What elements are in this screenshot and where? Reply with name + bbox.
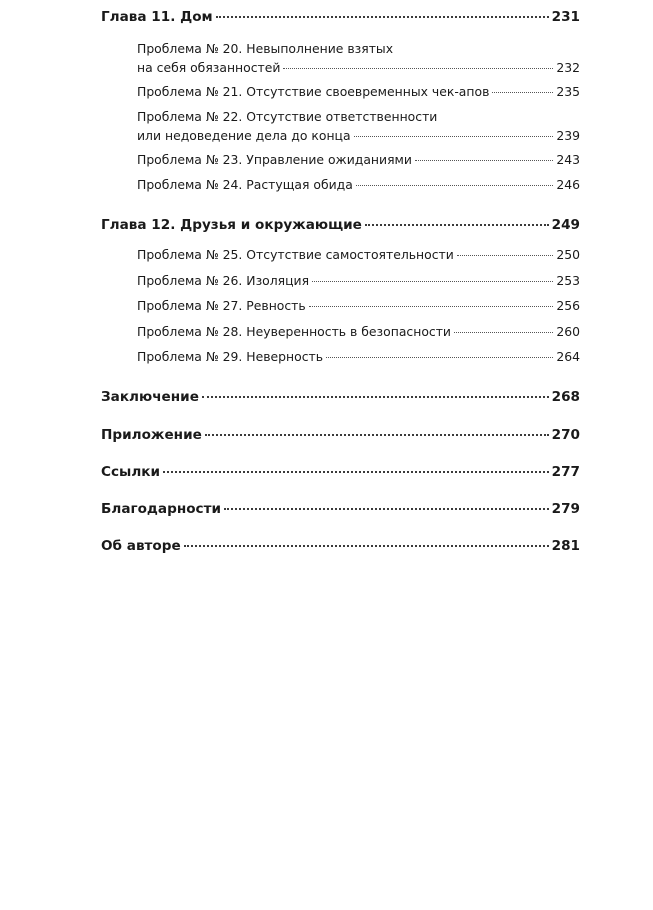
- toc-page-number: 250: [556, 247, 580, 262]
- toc-page-number: 253: [556, 273, 580, 288]
- toc-problem-29[interactable]: [137, 349, 580, 364]
- dot-leader: [163, 471, 549, 473]
- toc-problem-24[interactable]: [137, 177, 580, 192]
- dot-leader: [312, 281, 553, 282]
- dot-leader: [216, 16, 549, 18]
- dot-leader: [309, 306, 554, 307]
- toc-page-number: 270: [551, 427, 580, 443]
- toc-chapter-11[interactable]: [101, 9, 580, 25]
- dot-leader: [492, 92, 553, 93]
- toc-page-number: 235: [556, 84, 580, 99]
- toc-entry-title: Проблема № 29. Неверность: [137, 349, 324, 364]
- toc-problem-22[interactable]: [137, 128, 580, 143]
- toc-page-number: 249: [551, 217, 580, 233]
- toc-entry-title: Приложение: [101, 427, 202, 443]
- toc-entry-title: на себя обязанностей: [137, 60, 281, 75]
- toc-entry-title: Проблема № 21. Отсутствие своевременных чек-апов: [137, 84, 490, 99]
- toc-problem-21[interactable]: [137, 84, 580, 99]
- toc-references[interactable]: [101, 464, 580, 480]
- toc-problem-20-line1[interactable]: Проблема № 20. Невыполнение взятых: [137, 41, 394, 56]
- toc-page-number: 268: [551, 389, 580, 405]
- dot-leader: [457, 255, 554, 256]
- toc-entry-title: Ссылки: [101, 464, 161, 480]
- toc-problem-23[interactable]: [137, 152, 580, 167]
- dot-leader: [356, 185, 554, 186]
- dot-leader: [454, 332, 553, 333]
- dot-leader: [365, 224, 549, 226]
- dot-leader: [283, 68, 553, 69]
- toc-entry-title: Проблема № 24. Растущая обида: [137, 177, 353, 192]
- toc-page-number: 239: [556, 128, 580, 143]
- toc-page-number: 256: [556, 298, 580, 313]
- toc-problem-27[interactable]: [137, 298, 580, 313]
- toc-entry-title: Проблема № 26. Изоляция: [137, 273, 310, 288]
- toc-entry-title: Глава 11. Дом: [101, 9, 213, 25]
- toc-conclusion[interactable]: [101, 389, 580, 405]
- toc-problem-22-line1[interactable]: Проблема № 22. Отсутствие ответственности: [137, 109, 438, 124]
- toc-problem-28[interactable]: [137, 324, 580, 339]
- toc-about-author[interactable]: [101, 538, 580, 554]
- toc-problem-26[interactable]: [137, 273, 580, 288]
- dot-leader: [205, 434, 549, 436]
- toc-entry-title: Об авторе: [101, 538, 181, 554]
- toc-entry-title: Проблема № 27. Ревность: [137, 298, 306, 313]
- toc-entry-title: Проблема № 28. Неуверенность в безопасности: [137, 324, 451, 339]
- toc-entry-title: или недоведение дела до конца: [137, 128, 351, 143]
- toc-appendix[interactable]: [101, 427, 580, 443]
- dot-leader: [326, 357, 553, 358]
- toc-entry-title: Проблема № 25. Отсутствие самостоятельности: [137, 247, 454, 262]
- toc-problem-20[interactable]: [137, 60, 580, 75]
- toc-chapter-12[interactable]: [101, 217, 580, 233]
- toc-entry-title: Глава 12. Друзья и окружающие: [101, 217, 362, 233]
- toc-entry-title: Заключение: [101, 389, 199, 405]
- toc-page-number: 260: [556, 324, 580, 339]
- toc-problem-25[interactable]: [137, 247, 580, 262]
- toc-page-number: 232: [556, 60, 580, 75]
- toc-page-number: 264: [556, 349, 580, 364]
- toc-page-number: 279: [551, 501, 580, 517]
- dot-leader: [354, 136, 554, 137]
- dot-leader: [184, 545, 549, 547]
- toc-page-number: 246: [556, 177, 580, 192]
- toc-entry-title: Проблема № 23. Управление ожиданиями: [137, 152, 412, 167]
- dot-leader: [202, 396, 549, 398]
- toc-acknowledgments[interactable]: [101, 501, 580, 517]
- dot-leader: [415, 160, 553, 161]
- toc-page-number: 277: [551, 464, 580, 480]
- toc-entry-title: Благодарности: [101, 501, 222, 517]
- toc-page-number: 281: [551, 538, 580, 554]
- dot-leader: [224, 508, 549, 510]
- toc-page-number: 231: [551, 9, 580, 25]
- toc-page-number: 243: [556, 152, 580, 167]
